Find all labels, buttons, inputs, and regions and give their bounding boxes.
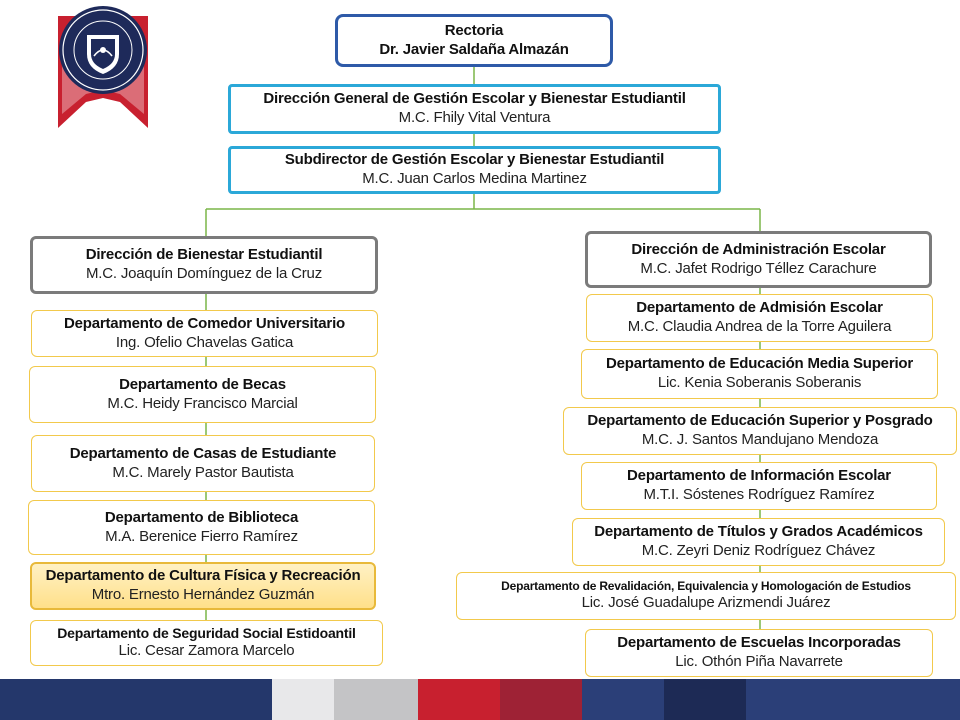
dept-becas-box <box>29 366 376 423</box>
dept-revalidacion-box <box>456 572 956 620</box>
footer-band-grey <box>334 679 418 720</box>
dept-title: Departamento de Escuelas Incorporadas <box>617 634 901 652</box>
dept-head: Ing. Ofelio Chavelas Gatica <box>115 333 294 351</box>
dept-head: Lic. Cesar Zamora Marcelo <box>118 642 295 660</box>
dept-seguridad-social-box <box>30 620 383 666</box>
dept-head: M.C. J. Santos Mandujano Mendoza <box>641 431 879 448</box>
dept-admision-box <box>586 294 933 342</box>
dept-head: M.C. Marely Pastor Bautista <box>112 463 294 481</box>
logo-graphic <box>56 2 150 128</box>
dept-head: M.C. Heidy Francisco Marcial <box>107 394 298 412</box>
direccion-general-title: Dirección General de Gestión Escolar y Bienestar Estudiantil <box>263 90 686 108</box>
dept-title: Departamento de Educación Superior y Posgrado <box>587 412 933 430</box>
footer-band-dark-red <box>500 679 582 720</box>
dept-head: M.C. Zeyri Deniz Rodríguez Chávez <box>641 542 876 559</box>
dept-title: Departamento de Información Escolar <box>627 467 891 485</box>
dept-title: Departamento de Títulos y Grados Académicos <box>594 523 923 541</box>
footer-band-blue <box>582 679 664 720</box>
dept-comedor-box <box>31 310 378 357</box>
admin-escolar-director-title: Dirección de Administración Escolar <box>631 240 886 258</box>
direccion-general-box <box>228 84 721 134</box>
rectoria-box <box>335 14 613 67</box>
dept-title: Departamento de Admisión Escolar <box>636 299 883 317</box>
dept-cultura-fisica-box <box>30 562 376 610</box>
dept-title: Departamento de Seguridad Social Estidoantil <box>57 624 356 641</box>
dept-title: Departamento de Biblioteca <box>104 508 299 526</box>
bienestar-director-box <box>30 236 378 294</box>
rectoria-title: Rectoria <box>444 21 504 39</box>
footer-band-dark-navy <box>664 679 746 720</box>
subdirector-name: M.C. Juan Carlos Medina Martinez <box>362 170 587 187</box>
dept-title: Departamento de Educación Media Superior <box>605 355 914 373</box>
dept-head: M.T.I. Sóstenes Rodríguez Ramírez <box>643 486 875 503</box>
dept-title: Departamento de Becas <box>119 375 286 393</box>
dept-media-superior-box <box>581 349 938 399</box>
footer-band-red <box>418 679 500 720</box>
footer-band-light-grey <box>272 679 334 720</box>
dept-escuelas-incorporadas-box <box>585 629 933 677</box>
subdirector-box <box>228 146 721 194</box>
footer-color-band <box>0 679 960 720</box>
bienestar-director-title: Dirección de Bienestar Estudiantil <box>85 246 323 264</box>
dept-head: Lic. José Guadalupe Arizmendi Juárez <box>581 594 831 612</box>
dept-head: Mtro. Ernesto Hernández Guzmán <box>91 586 315 603</box>
dept-head: M.C. Claudia Andrea de la Torre Aguilera <box>627 318 892 335</box>
dept-titulos-grados-box <box>572 518 945 566</box>
dept-title: Departamento de Cultura Física y Recreación <box>45 567 361 585</box>
dept-title: Departamento de Revalidación, Equivalencia y Homologación de Estudios <box>501 579 911 594</box>
admin-escolar-director-box <box>585 231 932 288</box>
admin-escolar-director-name: M.C. Jafet Rodrigo Téllez Carachure <box>640 259 877 277</box>
university-logo <box>56 2 150 128</box>
subdirector-title: Subdirector de Gestión Escolar y Bienestar Estudiantil <box>284 151 665 169</box>
direccion-general-name: M.C. Fhily Vital Ventura <box>398 109 551 126</box>
bienestar-director-name: M.C. Joaquín Domínguez de la Cruz <box>85 265 322 282</box>
footer-band-navy <box>0 679 272 720</box>
dept-informacion-escolar-box <box>581 462 937 510</box>
rectoria-name: Dr. Javier Saldaña Almazán <box>379 40 569 58</box>
dept-casas-box <box>31 435 375 492</box>
dept-biblioteca-box <box>28 500 375 555</box>
dept-head: Lic. Kenia Soberanis Soberanis <box>657 374 862 391</box>
dept-head: M.A. Berenice Fierro Ramírez <box>105 527 298 545</box>
footer-band-blue-end <box>746 679 960 720</box>
dept-title: Departamento de Comedor Universitario <box>64 314 345 332</box>
dept-title: Departamento de Casas de Estudiante <box>69 444 337 462</box>
dept-head: Lic. Othón Piña Navarrete <box>675 653 843 670</box>
dept-superior-posgrado-box <box>563 407 957 455</box>
